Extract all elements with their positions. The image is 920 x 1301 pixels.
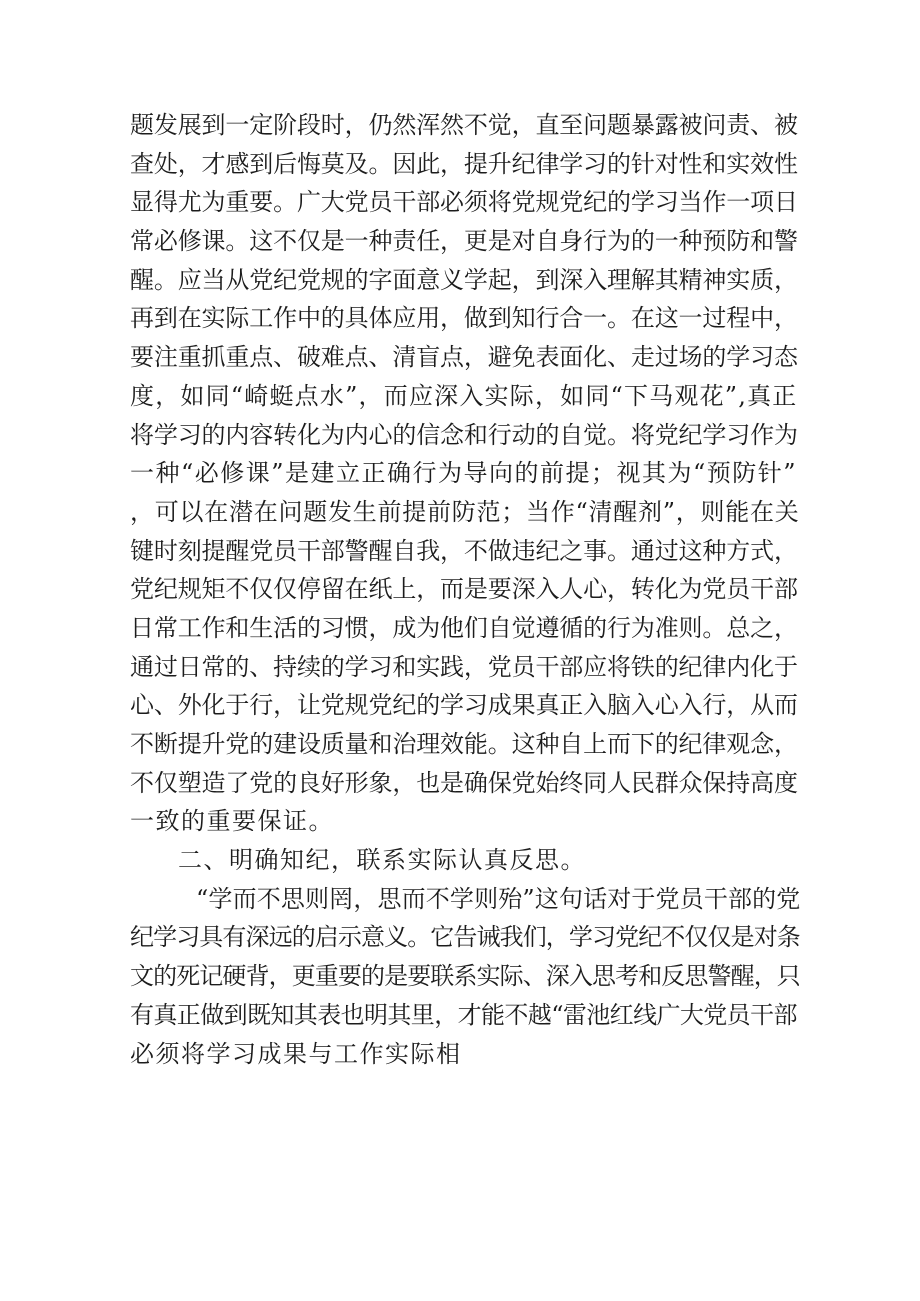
text-line: 文的死记硬背，更重要的是要联系实际、深入思考和反思警醒，只 — [130, 962, 800, 991]
text-line: 纪学习具有深远的启示意义。它告诫我们，学习党纪不仅仅是对条 — [130, 923, 800, 952]
section-heading: 二、明确知纪，联系实际认真反思。 — [178, 846, 586, 875]
text-line: 键时刻提醒党员干部警醒自我，不做违纪之事。通过这种方式， — [130, 536, 798, 565]
text-line: 查处，才感到后悔莫及。因此，提升纪律学习的针对性和实效性 — [130, 149, 798, 178]
text-line: 将学习的内容转化为内心的信念和行动的自觉。将党纪学习作为 — [130, 420, 798, 449]
text-line: 有真正做到既知其表也明其里，才能不越“雷池红线广大党员干部 — [130, 1000, 797, 1029]
paragraph-first-line: “学而不思则罔，思而不学则殆”这句话对于党员干部的党 — [196, 884, 801, 913]
text-line: 常必修课。这不仅是一种责任，更是对自身行为的一种预防和警 — [130, 227, 798, 256]
text-line: 日常工作和生活的习惯，成为他们自觉遵循的行为准则。总之， — [130, 613, 798, 642]
text-line: 显得尤为重要。广大党员干部必须将党规党纪的学习当作一项日 — [130, 188, 798, 217]
text-line: 度，如同“崎蜓点水”，而应深入实际，如同“下马观花”,真正 — [130, 381, 798, 410]
text-line: 再到在实际工作中的具体应用，做到知行合一。在这一过程中， — [130, 304, 798, 333]
text-line: 题发展到一定阶段时，仍然浑然不觉，直至问题暴露被问责、被 — [130, 111, 798, 139]
text-line: 党纪规矩不仅仅停留在纸上，而是要深入人心，转化为党员干部 — [130, 575, 798, 604]
text-line: 不断提升党的建设质量和治理效能。这种自上而下的纪律观念， — [130, 730, 798, 758]
text-line: ，可以在潜在问题发生前提前防范；当作“清醒剂”，则能在关 — [130, 497, 800, 526]
body-text — [130, 106, 800, 1073]
text-line: 一种“必修课”是建立正确行为导向的前提；视其为“预防针” — [130, 459, 798, 488]
text-line: 要注重抓重点、破难点、清盲点，避免表面化、走过场的学习态 — [130, 343, 798, 372]
text-line: 醒。应当从党纪党规的字面意义学起，到深入理解其精神实质， — [130, 265, 798, 294]
text-line: 不仅塑造了党的良好形象，也是确保党始终同人民群众保持高度 — [130, 768, 798, 797]
text-line: 一致的重要保证。 — [130, 807, 334, 836]
text-line: 必须将学习成果与工作实际相 — [130, 1039, 462, 1068]
text-line: 心、外化于行，让党规党纪的学习成果真正入脑入心入行，从而 — [130, 691, 798, 720]
text-line: 通过日常的、持续的学习和实践，党员干部应将铁的纪律内化于 — [130, 652, 798, 681]
